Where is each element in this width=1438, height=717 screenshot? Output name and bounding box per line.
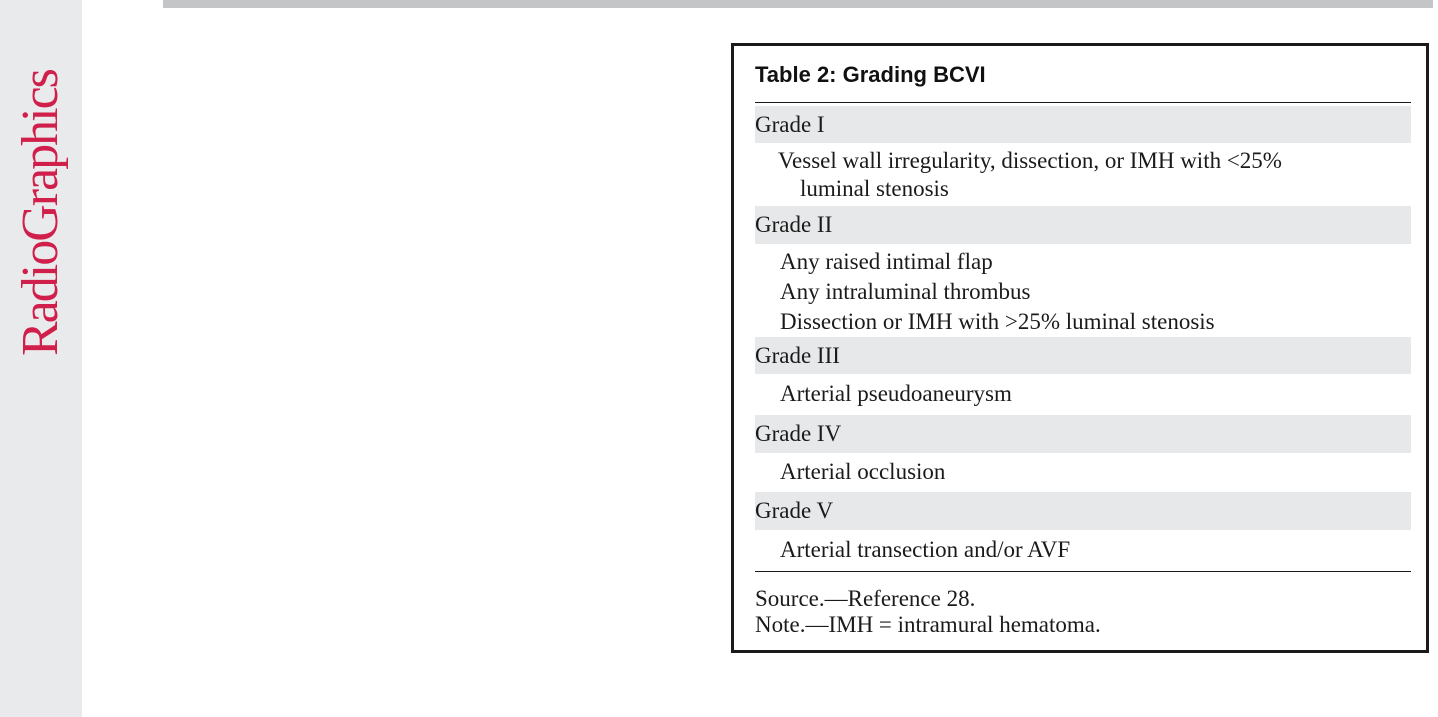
grade-label: Grade IV <box>755 421 842 446</box>
table-bottom-rule <box>755 571 1411 572</box>
table-title: Table 2: Grading BCVI <box>755 62 986 87</box>
table-container <box>731 43 1429 653</box>
grade-label: Grade V <box>755 498 834 523</box>
grade-description: Arterial occlusion <box>780 459 946 484</box>
grade-row-band <box>755 106 1411 143</box>
table-footnote: Note.—IMH = intramural hematoma. <box>755 612 1101 637</box>
grade-row-band <box>755 415 1411 453</box>
table-top-rule <box>755 102 1411 103</box>
grade-row-band <box>755 337 1411 374</box>
grade-row-band <box>755 492 1411 530</box>
grade-description: Arterial pseudoaneurysm <box>780 381 1012 406</box>
grade-description: luminal stenosis <box>800 176 949 201</box>
table-source-note: Source.—Reference 28. <box>755 586 976 611</box>
grade-label: Grade II <box>755 212 833 237</box>
journal-name: RadioGraphics <box>12 70 69 356</box>
grade-description: Dissection or IMH with >25% luminal stenosis <box>780 309 1215 334</box>
grade-label: Grade III <box>755 343 840 368</box>
grade-description: Vessel wall irregularity, dissection, or IMH with <25% <box>778 148 1282 173</box>
grade-label: Grade I <box>755 112 825 137</box>
journal-sidebar <box>0 0 82 717</box>
grade-description: Arterial transection and/or AVF <box>780 537 1071 562</box>
grade-description: Any intraluminal thrombus <box>780 279 1031 304</box>
grade-description: Any raised intimal flap <box>780 249 993 274</box>
header-rule <box>163 0 1433 8</box>
grade-row-band <box>755 206 1411 244</box>
